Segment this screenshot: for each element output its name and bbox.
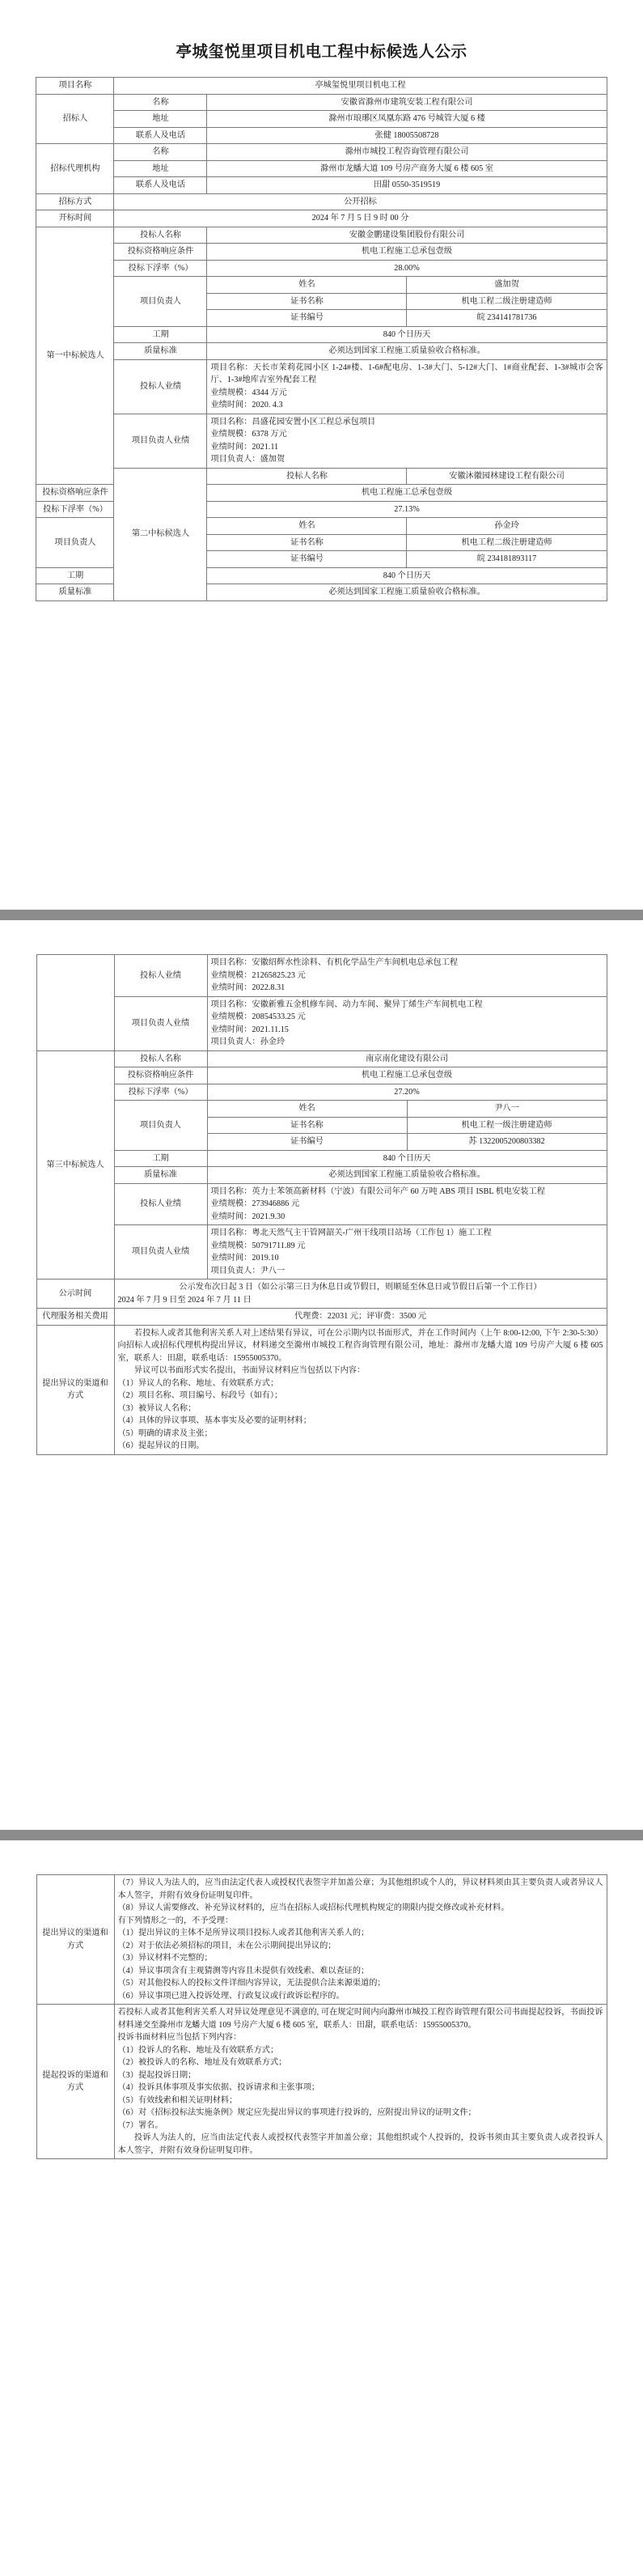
complaint-para1: 若投标人或者其他利害关系人对异议处理意见不满意的, 可在规定时间内向滁州市城投工程咨询管理有限公司书面提起投诉，书面投诉材料递交至滁州市龙蟠大道 109 号房产大厦 6 楼 605 室，联系人：田甜，联系电话：15955005370。 — [117, 2008, 603, 2030]
value-publicity-time — [114, 1280, 607, 1309]
label-complaint-channel: 提起投诉的渠道和方式 — [36, 2005, 114, 2159]
objection-item-1: （1）异议人的名称、地址、有效联系方式； — [117, 1378, 279, 1388]
value-c3-quality-standard: 必须达到国家工程施工质量验收合格标准。 — [207, 1167, 607, 1184]
complaint-item-2: （2）被投诉人的名称、地址及有效联系方式； — [117, 2058, 287, 2067]
label-c1-discount-rate: 投标下浮率（%） — [114, 260, 207, 277]
label-c2-duration: 工期 — [36, 567, 114, 584]
table-row-agency-fee — [36, 1309, 607, 1326]
table-row-objection-channel-cont — [36, 1875, 607, 2005]
c3-manager-perf-time: 业绩时间：2019.10 — [210, 1254, 279, 1263]
value-c2-manager-performance — [207, 996, 607, 1050]
table-row-publicity-time — [36, 1280, 607, 1309]
c2-bidder-perf-project: 项目名称：安徽绍辉水性涂料、有机化学品生产车间机电总承包工程 — [210, 958, 459, 967]
label-c1-manager-performance: 项目负责人业绩 — [114, 414, 207, 468]
label-c3-bidder-performance: 投标人业绩 — [114, 1183, 207, 1225]
complaint-item-4: （4）投诉具体事项及事实依据、投诉请求和主张事项； — [117, 2083, 320, 2092]
label-project-name: 项目名称 — [36, 78, 114, 95]
label-c1-duration: 工期 — [114, 326, 207, 343]
table-row-c3-bidder-name — [36, 1050, 607, 1067]
table-row-c3-manager-name — [36, 1101, 607, 1118]
value-c1-cert-no: 皖 234141781736 — [407, 310, 607, 327]
value-c2-qualification: 机电工程施工总承包壹级 — [207, 485, 607, 502]
table-row-agency-name — [36, 144, 607, 161]
objection-reject-item-5: （5）对其他投标人的投标文件详细内容异议，无法提供合法来源渠道的； — [117, 1979, 386, 1988]
value-c1-manager-performance — [207, 414, 607, 468]
table-row-tenderee-name — [36, 94, 607, 111]
value-agency-contact: 田甜 0550-3519519 — [207, 177, 607, 194]
label-c2-discount-rate: 投标下浮率（%） — [36, 501, 114, 518]
c2-bidder-perf-scale: 业绩规模：21265825.23 元 — [210, 970, 306, 980]
label-agency-address: 地址 — [114, 160, 207, 177]
label-tenderee: 招标人 — [36, 94, 114, 144]
table-row-c1-discount — [36, 260, 607, 277]
document-page-1 — [0, 0, 643, 910]
value-c2-bidder-performance — [207, 955, 607, 997]
value-c2-duration: 840 个日历天 — [207, 567, 607, 584]
c3-bidder-perf-scale: 业绩规模：273946886 元 — [210, 1199, 300, 1208]
table-row-c1-manager-perf — [36, 414, 607, 468]
label-c2-bidder-performance: 投标人业绩 — [114, 955, 207, 997]
label-objection-channel-cont: 提出异议的渠道和方式 — [36, 1875, 114, 2005]
table-row-project-name — [36, 78, 607, 95]
table-row-c3-quality — [36, 1167, 607, 1184]
label-c1-bidder-name: 投标人名称 — [114, 227, 207, 244]
c1-bidder-perf-scale: 业绩规模：4344 万元 — [210, 388, 287, 397]
value-c3-qualification: 机电工程施工总承包壹级 — [207, 1067, 607, 1084]
table-row-c1-qualification — [36, 244, 607, 261]
label-c2-cert-no: 证书编号 — [207, 551, 407, 568]
objection-item-6: （6）提起异议的日期。 — [117, 1441, 205, 1450]
objection-reject-item-2: （2）对于依法必须招标的项目，未在公示期间提出异议的； — [117, 1941, 336, 1950]
label-c1-cert-no: 证书编号 — [207, 310, 407, 327]
table-row-tenderee-address — [36, 111, 607, 128]
c1-manager-perf-project: 项目名称：昌盛花园安置小区工程总承包项目 — [210, 417, 376, 427]
value-objection-channel — [114, 1325, 607, 1454]
objection-reject-item-3: （3）异议材料不完整的； — [117, 1954, 213, 1963]
label-c2-manager-performance: 项目负责人业绩 — [114, 996, 207, 1050]
value-c1-duration: 840 个日历天 — [207, 326, 607, 343]
label-c3-cert-no: 证书编号 — [207, 1134, 407, 1151]
table-row-objection-channel — [36, 1325, 607, 1454]
publicity-time-line2: 2024 年 7 月 9 日至 2024 年 7 月 11 日 — [117, 1295, 252, 1305]
table-row-tender-method — [36, 193, 607, 210]
objection-item-3: （3）被异议人名称； — [117, 1403, 197, 1413]
label-c1-bidder-performance: 投标人业绩 — [114, 359, 207, 414]
label-c1-qualification: 投标资格响应条件 — [114, 244, 207, 261]
value-c3-cert-name: 机电工程一级注册建造师 — [407, 1117, 607, 1134]
objection-reject-item-4: （4）异议事项含有主观猜测等内容且未提供有效线索、难以查证的； — [117, 1966, 370, 1975]
announcement-table-page3 — [36, 1874, 607, 2159]
label-candidate-1: 第一中标候选人 — [36, 227, 114, 485]
value-c3-duration: 840 个日历天 — [207, 1150, 607, 1167]
table-row-agency-address — [36, 160, 607, 177]
value-c2-person-name: 孙金玲 — [407, 518, 607, 535]
table-row-c3-qualification — [36, 1067, 607, 1084]
objection-reject-item-6: （6）异议事项已进入投诉处理、行政复议或行政诉讼程序的。 — [117, 1991, 345, 2001]
announcement-table-page2 — [36, 954, 607, 1455]
c2-manager-perf-scale: 业绩规模：20854533.25 元 — [210, 1012, 306, 1021]
complaint-item-7: （7）署名。 — [117, 2120, 163, 2130]
value-c2-quality-standard: 必须达到国家工程施工质量验收合格标准。 — [207, 584, 607, 601]
value-c2-cert-name: 机电工程二级注册建造师 — [407, 534, 607, 551]
table-row-c3-discount — [36, 1084, 607, 1101]
complaint-item-5: （5）有效线索和相关证明材料； — [117, 2095, 238, 2105]
value-c1-discount-rate: 28.00% — [207, 260, 607, 277]
table-row-c3-duration — [36, 1150, 607, 1167]
objection-item-7: （7）异议人为法人的，应当由法定代表人或授权代表签字并加盖公章；为其他组织或个人的，异议材料须由其主要负责人或者异议人本人签字，并附有效身份证明复印件。 — [117, 1878, 603, 1900]
label-c3-person-name: 姓名 — [207, 1101, 407, 1118]
objection-item-5: （5）明确的请求及主张； — [117, 1428, 213, 1438]
label-c2-person-name: 姓名 — [207, 518, 407, 535]
value-c3-bidder-name: 南京南化建设有限公司 — [207, 1050, 607, 1067]
label-c3-duration: 工期 — [114, 1150, 207, 1167]
label-c1-quality-standard: 质量标准 — [114, 343, 207, 360]
c3-bidder-perf-project: 项目名称：英力士苯领高新材料（宁波）有限公司年产 60 万吨 ABS 项目 ISBL 机电安装工程 — [210, 1186, 545, 1196]
value-c1-quality-standard: 必须达到国家工程施工质量验收合格标准。 — [207, 343, 607, 360]
label-tender-method: 招标方式 — [36, 193, 114, 210]
value-agency-fee: 代理费：22031 元；评审费：3500 元 — [114, 1309, 607, 1326]
table-row-c1-duration — [36, 326, 607, 343]
table-row-open-time — [36, 210, 607, 227]
value-objection-channel-cont — [114, 1875, 607, 2005]
label-agency: 招标代理机构 — [36, 144, 114, 194]
value-tenderee-address: 滁州市琅琊区凤凰东路 476 号城管大厦 6 楼 — [207, 111, 607, 128]
label-objection-channel: 提出异议的渠道和方式 — [36, 1325, 114, 1454]
announcement-table-page1 — [36, 77, 607, 601]
c1-manager-perf-time: 业绩时间：2021.11 — [210, 442, 279, 452]
objection-item-4: （4）具体的异议事项、基本事实及必要的证明材料； — [117, 1416, 311, 1425]
label-c1-person-name: 姓名 — [207, 277, 407, 294]
value-c3-cert-no: 苏 1322005200803382 — [407, 1134, 607, 1151]
c3-bidder-perf-time: 业绩时间：2021.9.30 — [210, 1212, 286, 1221]
document-page-3 — [0, 1840, 643, 2576]
label-c2-project-manager: 项目负责人 — [36, 518, 114, 568]
label-c2-quality-standard: 质量标准 — [36, 584, 114, 601]
objection-reject-header: 有下列情形之一的，不予受理： — [117, 1916, 234, 1925]
label-c3-project-manager: 项目负责人 — [114, 1101, 207, 1151]
value-agency-name: 滁州市城投工程咨询管理有限公司 — [207, 144, 607, 161]
c3-manager-perf-manager: 项目负责人：尹八一 — [210, 1266, 286, 1275]
label-agency-name: 名称 — [114, 144, 207, 161]
value-c2-discount-rate: 27.13% — [207, 501, 607, 518]
c2-manager-perf-project: 项目名称：安徽新雅五金机修车间、动力车间、聚异丁烯生产车间机电工程 — [210, 999, 483, 1009]
table-row-c1-bidder-name — [36, 227, 607, 244]
label-c1-project-manager: 项目负责人 — [114, 277, 207, 327]
c1-bidder-perf-time: 业绩时间：2020. 4.3 — [210, 401, 283, 410]
table-row-c1-manager-name — [36, 277, 607, 294]
label-bid-open-time: 开标时间 — [36, 210, 114, 227]
value-c3-bidder-performance — [207, 1183, 607, 1225]
page-separator-2 — [0, 1830, 643, 1840]
value-c3-discount-rate: 27.20% — [207, 1084, 607, 1101]
label-agency-fee: 代理服务相关费用 — [36, 1309, 114, 1326]
c2-manager-perf-manager: 项目负责人：孙金玲 — [210, 1038, 286, 1046]
value-c1-bidder-name: 安徽金鹏建设集团股份有限公司 — [207, 227, 607, 244]
value-c2-bidder-name: 安徽沐徽园林建设工程有限公司 — [407, 468, 607, 485]
label-c3-discount-rate: 投标下浮率（%） — [114, 1084, 207, 1101]
value-tenderee-name: 安徽省滁州市建筑安装工程有限公司 — [207, 94, 607, 111]
table-row-agency-contact — [36, 177, 607, 194]
value-bid-open-time: 2024 年 7 月 5 日 9 时 00 分 — [114, 210, 607, 227]
complaint-para2: 投诉书面材料应当包括下列内容： — [117, 2033, 242, 2042]
page-separator-1 — [0, 910, 643, 920]
complaint-item-1: （1）投诉人的名称、地址及有效联系方式； — [117, 2045, 279, 2055]
table-row-complaint-channel — [36, 2005, 607, 2159]
c2-manager-perf-time: 业绩时间：2021.11.15 — [210, 1025, 289, 1034]
label-candidate-3: 第三中标候选人 — [36, 1050, 114, 1280]
label-c3-cert-name: 证书名称 — [207, 1117, 407, 1134]
value-c1-bidder-performance — [207, 359, 607, 414]
complaint-item-3: （3）提起投诉日期； — [117, 2070, 197, 2080]
objection-reject-item-1: （1）提出异议的主体不是所异议项目投标人或者其他利害关系人的； — [117, 1929, 370, 1937]
value-project-name: 亭城玺悦里项目机电工程 — [114, 78, 607, 95]
table-row-c2-bidder-name — [36, 468, 607, 485]
label-candidate-2: 第二中标候选人 — [114, 468, 207, 601]
table-row-c1-quality — [36, 343, 607, 360]
value-c1-cert-name: 机电工程二级注册建造师 — [407, 293, 607, 310]
c1-manager-perf-manager: 项目负责人：盛加贺 — [210, 455, 286, 464]
complaint-item-6: （6）对《招标投标法实施条例》规定应先提出异议的事项进行投诉的，应附提出异议的证明文件； — [117, 2108, 476, 2117]
objection-item-8: （8）异议人需要修改、补充异议材料的，应当在招标人或招标代理机构规定的期限内提交修改或补充材料。 — [117, 1903, 510, 1912]
table-row-c2-manager-perf — [36, 996, 607, 1050]
label-c2-qualification: 投标资格响应条件 — [36, 485, 114, 502]
value-agency-address: 滁州市龙蟠大道 109 号房产商务大厦 6 楼 605 室 — [207, 160, 607, 177]
label-tenderee-contact: 联系人及电话 — [114, 127, 207, 144]
table-row-c2-bidder-perf — [36, 955, 607, 997]
value-c3-manager-performance — [207, 1225, 607, 1280]
objection-para1: 若投标人或者其他利害关系人对上述结果有异议，可在公示期内以书面形式，并在工作时间内（上午 8:00-12:00, 下午 2:30-5:30）向招标人或招标代理机构提出异议，材料递交至滁州市城投工程咨询管理有限公司，地址：滁州市龙蟠大道 109 号房产大厦 6 楼 605 室，联系人：田甜，联系电话：15955005370。 — [117, 1328, 603, 1363]
value-complaint-channel — [114, 2005, 607, 2159]
label-c2-cert-name: 证书名称 — [207, 534, 407, 551]
label-c3-quality-standard: 质量标准 — [114, 1167, 207, 1184]
c1-manager-perf-scale: 业绩规模：6378 万元 — [210, 430, 287, 439]
page-title: 亭城玺悦里项目机电工程中标候选人公示 — [176, 43, 467, 61]
c2-bidder-perf-time: 业绩时间：2022.8.31 — [210, 983, 286, 992]
value-c3-person-name: 尹八一 — [407, 1101, 607, 1118]
objection-para2: 异议可以书面形式实名提出，书面异议材料应当包括以下内容： — [133, 1366, 366, 1375]
label-tenderee-name: 名称 — [114, 94, 207, 111]
label-agency-contact: 联系人及电话 — [114, 177, 207, 194]
value-tenderee-contact: 张健 18005508728 — [207, 127, 607, 144]
c1-bidder-perf-project: 项目名称：天长市茉莉花园小区 1-24#楼、1-6#配电房、1-3#大门、5-12#大门、1#商业配套、1-3#城市会客厅、1-3#地库吉室外配套工程 — [210, 363, 603, 384]
publicity-time-line1: 公示发布次日起 3 日（如公示第三日为休息日或节假日，则顺延至休息日或节假日后第一个工作日） — [179, 1283, 542, 1292]
objection-item-2: （2）项目名称、项目编号、标段号（如有）； — [117, 1391, 283, 1400]
label-candidate-2-cont — [36, 955, 114, 1051]
label-tenderee-address: 地址 — [114, 111, 207, 128]
label-c3-bidder-name: 投标人名称 — [114, 1050, 207, 1067]
label-c1-cert-name: 证书名称 — [207, 293, 407, 310]
complaint-closing: 投诉人为法人的，应当由法定代表人或授权代表签字并加盖公章；其他组织或个人投诉的，投诉书须由其主要负责人或者投诉人本人签字，并附有效身份证明复印件。 — [117, 2133, 603, 2155]
c3-manager-perf-project: 项目名称：粤北天然气主干管网韶关-广州干线项目站场（工作包 1）施工工程 — [210, 1229, 492, 1237]
table-row-c3-bidder-perf — [36, 1183, 607, 1225]
label-c2-bidder-name: 投标人名称 — [207, 468, 407, 485]
table-row-c3-manager-perf — [36, 1225, 607, 1280]
label-c3-qualification: 投标资格响应条件 — [114, 1067, 207, 1084]
table-row-c1-bidder-perf — [36, 359, 607, 414]
value-tender-method: 公开招标 — [114, 193, 607, 210]
value-c1-qualification: 机电工程施工总承包壹级 — [207, 244, 607, 261]
document-page-2 — [0, 920, 643, 1830]
c3-manager-perf-scale: 业绩规模：50791711.89 元 — [210, 1241, 306, 1250]
label-c3-manager-performance: 项目负责人业绩 — [114, 1225, 207, 1280]
table-row-tenderee-contact — [36, 127, 607, 144]
label-publicity-time: 公示时间 — [36, 1280, 114, 1309]
value-c1-person-name: 盛加贺 — [407, 277, 607, 294]
value-c2-cert-no: 皖 234181893117 — [407, 551, 607, 568]
